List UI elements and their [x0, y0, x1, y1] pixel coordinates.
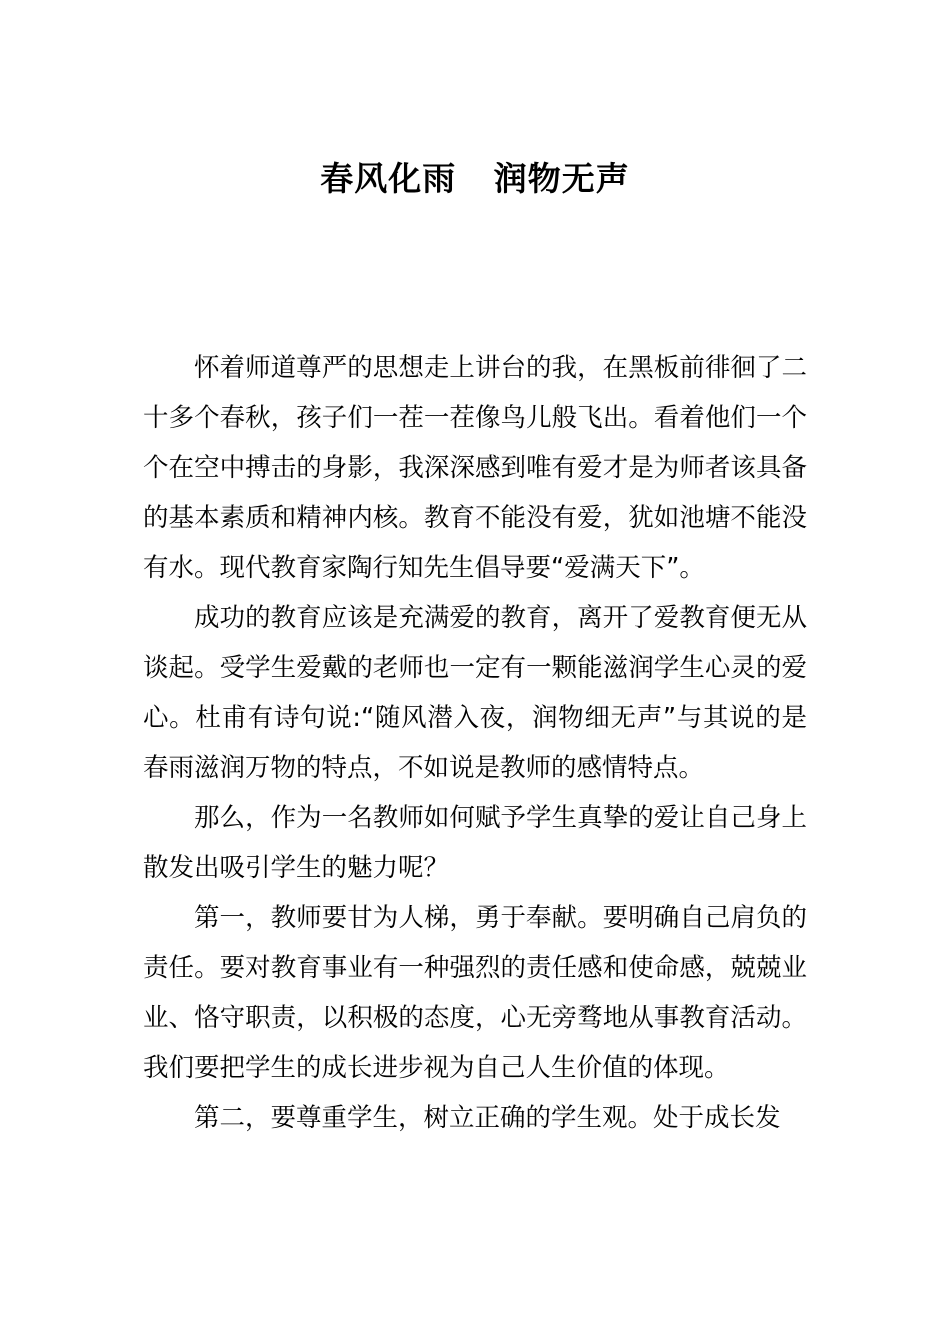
document-title: 春风化雨 润物无声	[320, 159, 630, 198]
paragraph: 第二，要尊重学生，树立正确的学生观。处于成长发	[194, 1103, 781, 1133]
paragraph: 那么，作为一名教师如何赋予学生真挚的爱让自己身上散发出吸引学生的魅力呢？	[143, 803, 807, 883]
paragraph: 第一，教师要甘为人梯，勇于奉献。要明确自己肩负的责任。要对教育事业有一种强烈的责任感和使命感，兢兢业业、恪守职责，以积极的态度，心无旁骛地从事教育活动。我们要把学生的成长进步视为自己人生价值的体现。	[143, 903, 807, 1083]
paragraph: 怀着师道尊严的思想走上讲台的我，在黑板前徘徊了二十多个春秋，孩子们一茬一茬像鸟儿般飞出。看着他们一个个在空中搏击的身影，我深深感到唯有爱才是为师者该具备的基本素质和精神内核。教育不能没有爱，犹如池塘不能没有水。现代教育家陶行知先生倡导要“爱满天下”。	[143, 353, 807, 583]
document-body	[143, 343, 807, 1143]
paragraph: 成功的教育应该是充满爱的教育，离开了爱教育便无从谈起。受学生爱戴的老师也一定有一颗能滋润学生心灵的爱心。杜甫有诗句说:“随风潜入夜，润物细无声”与其说的是春雨滋润万物的特点，不如说是教师的感情特点。	[143, 603, 807, 783]
